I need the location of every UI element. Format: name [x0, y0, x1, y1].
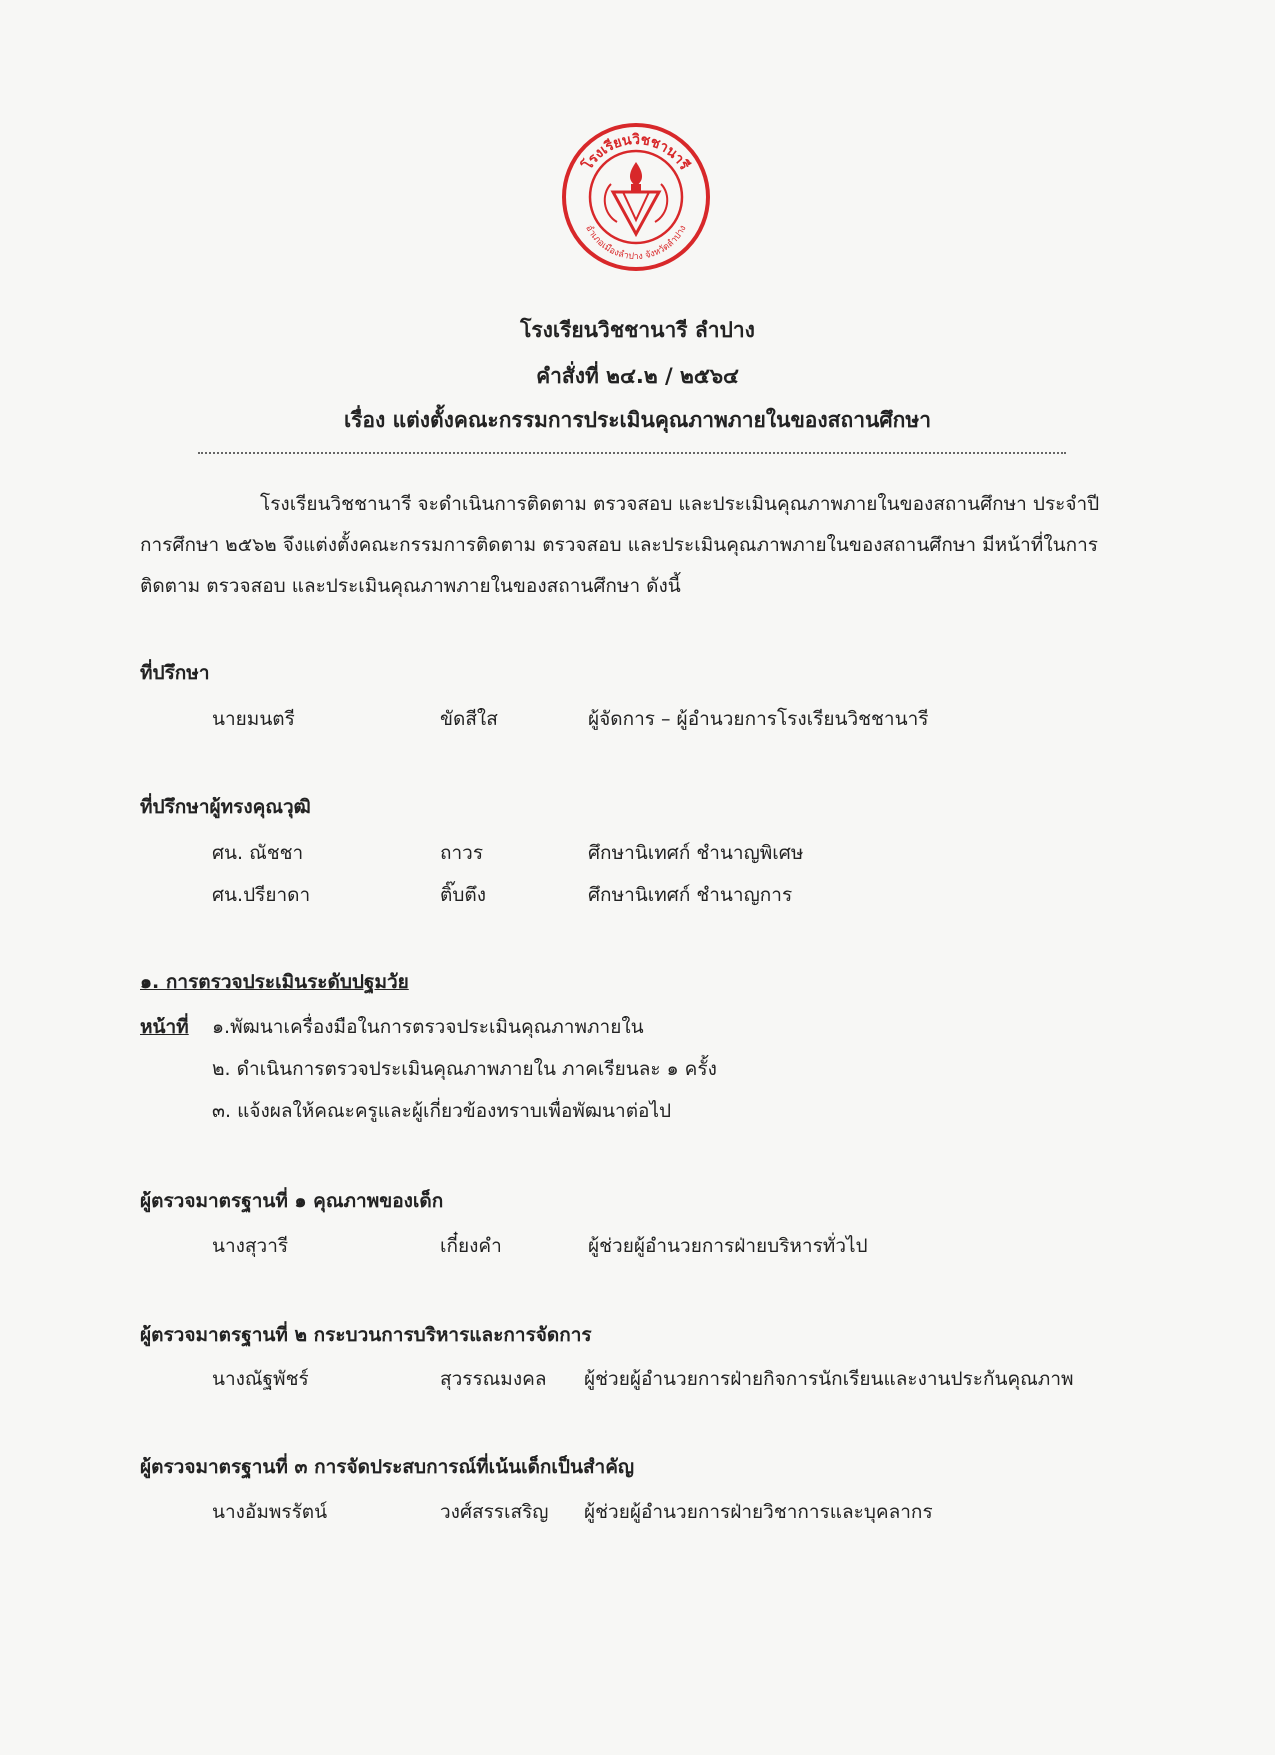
standard2-heading: ผู้ตรวจมาตรฐานที่ ๒ กระบวนการบริหารและการจัดการ [140, 1324, 592, 1346]
member-position: ศึกษานิเทศก์ ชำนาญพิเศษ [588, 842, 804, 864]
standard3-heading: ผู้ตรวจมาตรฐานที่ ๓ การจัดประสบการณ์ที่เน้นเด็กเป็นสำคัญ [140, 1456, 635, 1478]
member-name: นางอัมพรรัตน์ [212, 1501, 328, 1523]
member-position: ผู้จัดการ – ผู้อำนวยการโรงเรียนวิชชานารี [588, 708, 929, 730]
school-name: โรงเรียนวิชชานารี ลำปาง [520, 318, 755, 342]
member-surname: วงศ์สรรเสริญ [440, 1501, 549, 1523]
member-name: นางณัฐพัชร์ [212, 1368, 309, 1390]
svg-text:โรงเรียนวิชชานารี: โรงเรียนวิชชานารี [579, 131, 693, 174]
dotted-divider [198, 452, 1066, 454]
duty-label: หน้าที่ [140, 1016, 189, 1038]
member-position: ศึกษานิเทศก์ ชำนาญการ [588, 884, 793, 906]
duty-item: ๒. ดำเนินการตรวจประเมินคุณภาพภายใน ภาคเรียนละ ๑ ครั้ง [212, 1058, 717, 1080]
member-name: ศน.ปรียาดา [212, 884, 311, 906]
member-position: ผู้ช่วยผู้อำนวยการฝ่ายบริหารทั่วไป [588, 1235, 868, 1257]
intro-paragraph: โรงเรียนวิชชานารี จะดำเนินการติดตาม ตรวจสอบ และประเมินคุณภาพภายในของสถานศึกษา ประจำปีการศึกษา ๒๕๖๒ จึงแต่งตั้งคณะกรรมการติดตาม ตรวจสอบ และประเมินคุณภาพภายในของสถานศึกษา มีหน้าที่ในการติดตาม ตรวจสอบ และประเมินคุณภาพภายในของสถานศึกษา ดังนี้ [140, 493, 1100, 597]
member-surname: ขัดสีใส [440, 708, 498, 730]
member-surname: ติ๊บตึง [440, 884, 487, 906]
advisor-heading: ที่ปรึกษา [140, 662, 210, 684]
member-name: ศน. ณัชชา [212, 842, 304, 864]
member-name: นางสุวารี [212, 1235, 289, 1257]
standard1-heading: ผู้ตรวจมาตรฐานที่ ๑ คุณภาพของเด็ก [140, 1190, 444, 1212]
order-subject: เรื่อง แต่งตั้งคณะกรรมการประเมินคุณภาพภายในของสถานศึกษา [343, 408, 932, 432]
duty-item: ๓. แจ้งผลให้คณะครูและผู้เกี่ยวข้องทราบเพื่อพัฒนาต่อไป [212, 1100, 672, 1122]
member-name: นายมนตรี [212, 708, 295, 730]
member-position: ผู้ช่วยผู้อำนวยการฝ่ายวิชาการและบุคลากร [584, 1501, 933, 1523]
member-surname: สุวรรณมงคล [440, 1368, 547, 1390]
section1-heading: ๑. การตรวจประเมินระดับปฐมวัย [140, 971, 409, 993]
order-number: คำสั่งที่ ๒๔.๒ / ๒๕๖๔ [536, 364, 739, 388]
duty-item: ๑.พัฒนาเครื่องมือในการตรวจประเมินคุณภาพภายใน [212, 1016, 644, 1038]
school-seal-logo [561, 122, 711, 272]
member-surname: เกี๋ยงคำ [440, 1235, 502, 1257]
expert-advisor-heading: ที่ปรึกษาผู้ทรงคุณวุฒิ [140, 796, 311, 818]
member-position: ผู้ช่วยผู้อำนวยการฝ่ายกิจการนักเรียนและงานประกันคุณภาพ [584, 1368, 1074, 1390]
svg-text:อำเภอเมืองลำปาง จังหวัดลำปาง: อำเภอเมืองลำปาง จังหวัดลำปาง [583, 223, 689, 262]
member-surname: ถาวร [440, 842, 484, 864]
